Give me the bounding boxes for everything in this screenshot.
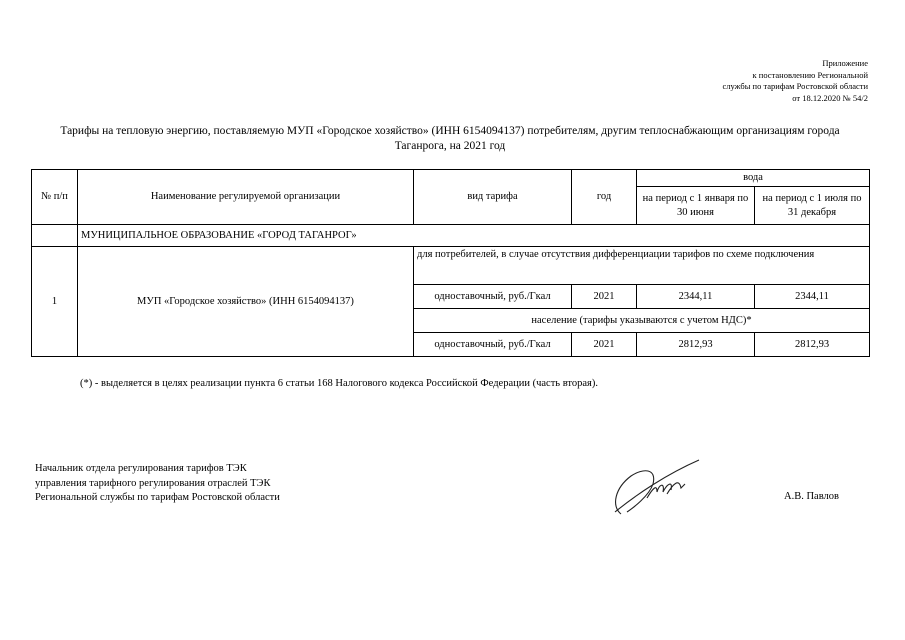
table-header-row	[32, 170, 870, 187]
consumers-label: для потребителей, в случае отсутствия дифференциации тарифов по схеме подключения	[414, 247, 870, 285]
handwritten-signature	[607, 454, 707, 524]
title-line-1: Тарифы на тепловую энергию, поставляемую МУП «Городское хозяйство» (ИНН 6154094137) потребителям, другим теплоснабжающим организациям города	[60, 125, 840, 137]
population-period-1-value: 2812,93	[637, 333, 755, 357]
signer-name: А.В. Павлов	[784, 491, 839, 502]
signer-title-line-3: Региональной службы по тарифам Ростовской области	[35, 492, 280, 503]
population-tariff-type: одноставочный, руб./Гкал	[414, 333, 572, 357]
header-year: год	[572, 170, 637, 225]
header-period-1: на период с 1 января по 30 июня	[637, 187, 755, 225]
consumers-tariff-type: одноставочный, руб./Гкал	[414, 285, 572, 309]
municipality-row	[32, 225, 870, 247]
organization-name: МУП «Городское хозяйство» (ИНН 6154094137)	[78, 247, 414, 357]
tariff-table	[31, 169, 870, 357]
header-water: вода	[637, 170, 870, 187]
table-row	[32, 247, 870, 285]
header-org: Наименование регулируемой организации	[78, 170, 414, 225]
signer-title-line-2: управления тарифного регулирования отраслей ТЭК	[35, 477, 271, 489]
population-period-2-value: 2812,93	[755, 333, 870, 357]
consumers-year: 2021	[572, 285, 637, 309]
footnote: (*) - выделяется в целях реализации пункта 6 статьи 168 Налогового кодекса Российской Федерации (часть вторая).	[80, 378, 598, 389]
signer-position	[35, 462, 280, 506]
consumers-period-2-value: 2344,11	[755, 285, 870, 309]
title-line-2: Таганрога, на 2021 год	[394, 140, 506, 152]
consumers-period-1-value: 2344,11	[637, 285, 755, 309]
row-number: 1	[32, 247, 78, 357]
appendix-line-4: от 18.12.2020 № 54/2	[792, 92, 868, 103]
header-num: № п/п	[32, 170, 78, 225]
document-title	[30, 124, 870, 154]
appendix-line-2: к постановлению Региональной	[752, 69, 868, 80]
municipality-name: МУНИЦИПАЛЬНОЕ ОБРАЗОВАНИЕ «ГОРОД ТАГАНРОГ»	[78, 225, 870, 247]
population-label: население (тарифы указываются с учетом НДС)*	[414, 309, 870, 333]
header-tariff-type: вид тарифа	[414, 170, 572, 225]
appendix-line-3: службы по тарифам Ростовской области	[722, 81, 868, 91]
signer-title-line-1: Начальник отдела регулирования тарифов ТЭК	[35, 463, 247, 474]
appendix-header	[568, 58, 868, 104]
header-period-2: на период с 1 июля по 31 декабря	[755, 187, 870, 225]
population-year: 2021	[572, 333, 637, 357]
appendix-line-1: Приложение	[822, 58, 868, 68]
